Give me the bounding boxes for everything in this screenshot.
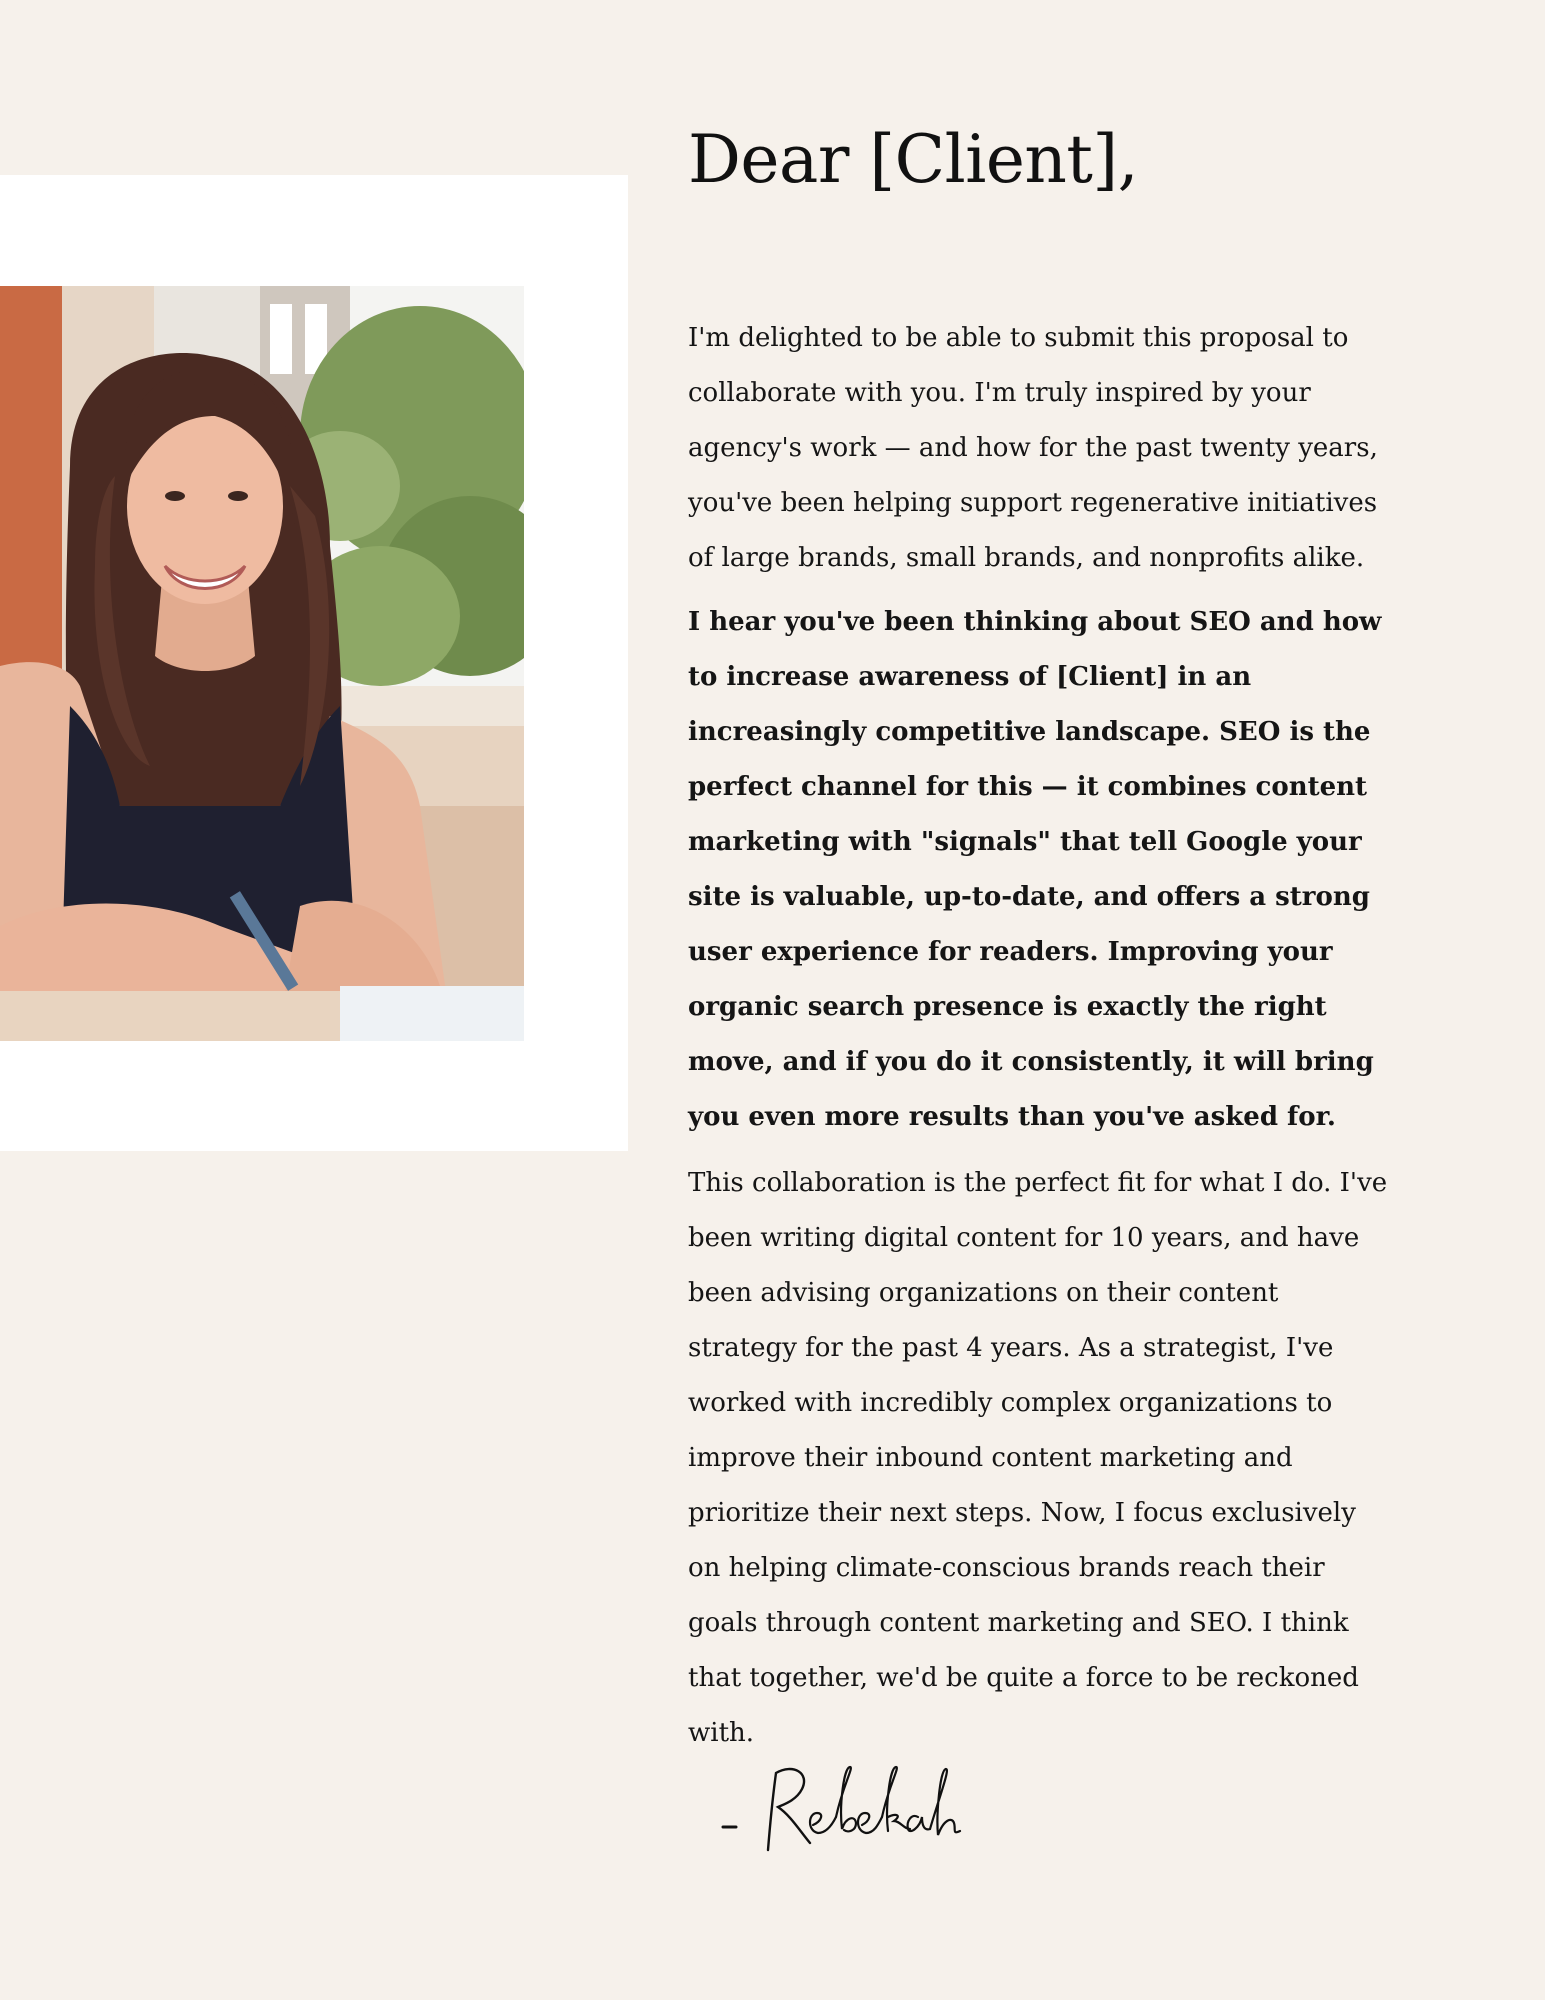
letter-paragraph-experience: This collaboration is the perfect fit for what I do. I've been writing digital content for 10 years, and have been advising organizations on their content strategy for the past 4 years. As a strategist, I've worked with incredibly complex organizations to improve their inbound content marketing and prioritize their next steps. Now, I focus exclusively on helping climate-conscious brands reach their goals through content marketing and SEO. I think that together, we'd be quite a force to be reckoned with. [688,1168,1388,1749]
signature [718,1755,978,1875]
signature-graphic [718,1755,978,1875]
letter-paragraph-intro: I'm delighted to be able to submit this proposal to collaborate with you. I'm truly inspired by your agency's work — and how for the past twenty years, you've been helping support regenerative initiatives of large brands, small brands, and nonprofits alike. [688,323,1378,574]
portrait-photo [0,286,524,1041]
portrait-illustration [0,286,524,1041]
letter-content [688,120,1388,1761]
letter-greeting: Dear [Client], [688,121,1139,198]
letter-paragraph-seo: I hear you've been thinking about SEO and how to increase awareness of [Client] in an increasingly competitive landscape. SEO is the perfect channel for this — it combines content marketing with "signals" that tell Google your site is valuable, up-to-date, and offers a strong user experience for readers. Improving your organic search presence is exactly the right move, and if you do it consistently, it will bring you even more results than you've asked for. [688,607,1382,1133]
